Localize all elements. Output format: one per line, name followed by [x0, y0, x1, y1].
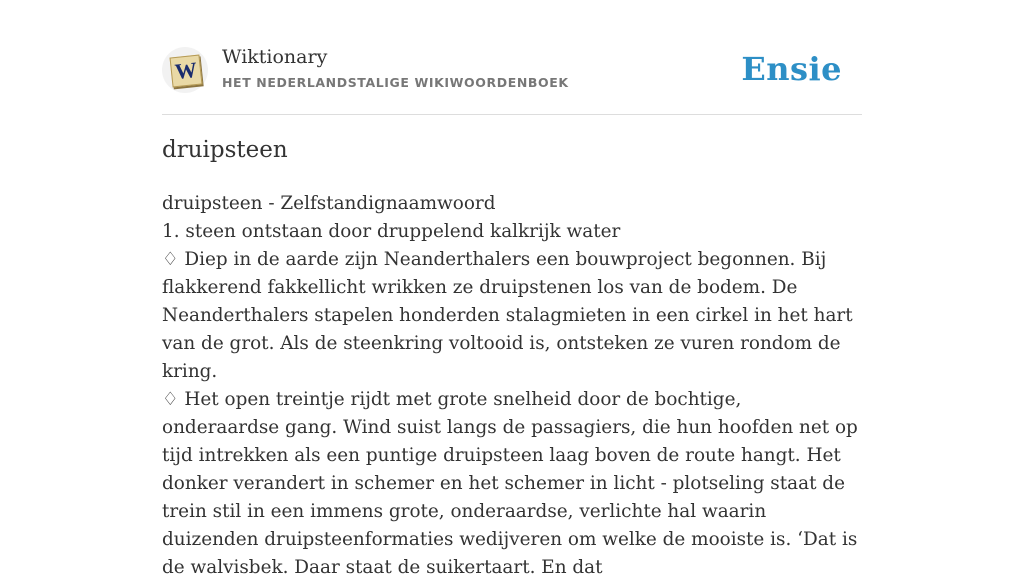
site-tagline: HET NEDERLANDSTALIGE WIKIWOORDENBOEK	[222, 75, 569, 90]
entry-heading: druipsteen - Zelfstandignaamwoord	[162, 193, 496, 214]
page-title: druipsteen	[162, 137, 288, 163]
site-header	[162, 0, 862, 115]
brand-logo-ensie[interactable]: Ensie	[741, 50, 842, 88]
logo-letter: W	[173, 56, 199, 85]
logo-tile-icon	[170, 55, 203, 88]
example-sentence: ♢ Diep in de aarde zijn Neanderthalers een bouwproject begonnen. Bij flakkerend fakkellicht wrikken ze druipstenen los van de bodem. De Neanderthalers stapelen honderden stalagmieten in een cirkel in het hart van de grot. Als de steenkring voltooid is, ontsteken ze vuren rondom de kring.	[162, 249, 853, 382]
page	[162, 0, 862, 578]
example-sentence: ♢ Het open treintje rijdt met grote snelheid door de bochtige, onderaardse gang. Wind suist langs de passagiers, die hun hoofden net op tijd intrekken als een puntige druipsteen laag boven de route hangt. Het donker verandert in schemer en het schemer in licht - plotseling staat de trein stil in een immens grote, onderaardse, verlichte hal waarin duizenden druipsteenformaties wedijveren om welke de mooiste is. ‘Dat is de walvisbek. Daar staat de suikertaart. En dat	[162, 389, 858, 578]
wiktionary-logo[interactable]	[162, 47, 208, 93]
site-name[interactable]: Wiktionary	[222, 46, 328, 68]
entry-content	[162, 190, 862, 582]
entry-definition: 1. steen ontstaan door druppelend kalkrijk water	[162, 221, 621, 242]
